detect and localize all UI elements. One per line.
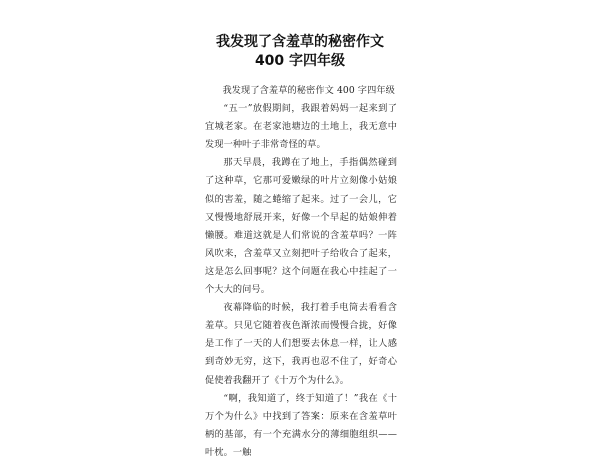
paragraph-3: 夜幕降临的时候，我打着手电筒去看看含羞草。只见它随着夜色渐浓而慢慢合拢，好像是工作了一天的人们想要去休息一样，让人感到奇妙无穷，这下，我再也忍不住了，好奇心促使着我翻开了《十万个为什么》。 xyxy=(205,302,397,386)
article-body xyxy=(205,82,397,462)
page-title: 我发现了含羞草的秘密作文 400 字四年级 xyxy=(216,34,384,69)
paragraph-4: “啊，我知道了，终于知道了！”我在《十万个为什么》中找到了答案：原来在含羞草叶柄的基部，有一个充满水分的薄细胞组织——叶枕。一触 xyxy=(205,392,397,458)
article-subtitle: 我发现了含羞草的秘密作文 400 字四年级 xyxy=(222,85,395,96)
paragraph-1: “五一”放假期间，我跟着妈妈一起来到了宜城老家。在老家池塘边的土地上，我无意中发现一种叶子非常奇怪的草。 xyxy=(205,103,397,151)
paragraph-2: 那天早晨，我蹲在了地上，手指偶然碰到了这种草，它那可爱嫩绿的叶片立刻像小姑娘似的害羞，随之蜷缩了起来。过了一会儿，它又慢慢地舒展开来，好像一个早起的姑娘伸着懒腰。难道这就是人们常说的含羞草吗？一阵风吹来，含羞草又立刻把叶子给收合了起来，这是怎么回事呢？这个问题在我心中挂起了一个大大的问号。 xyxy=(205,157,397,296)
